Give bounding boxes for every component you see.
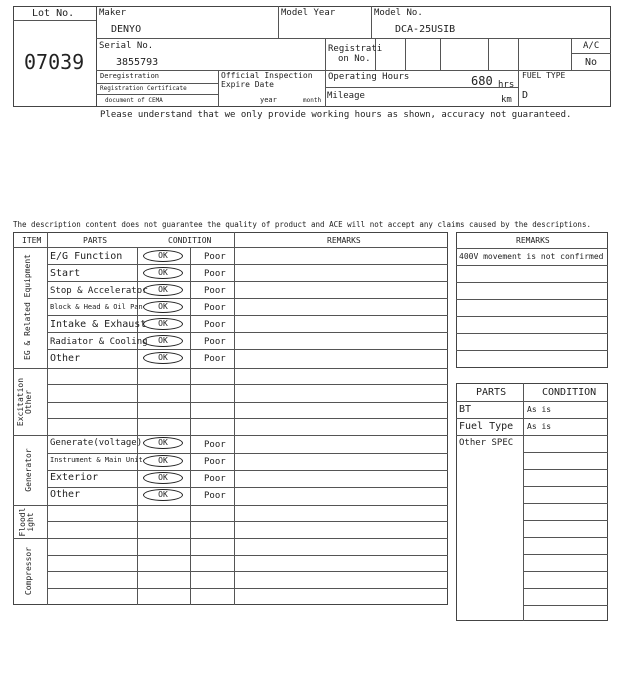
poor-label: Poor [204, 269, 226, 279]
model-year-label: Model Year [281, 8, 336, 18]
model-no-label: Model No. [374, 8, 423, 18]
maker-value: DENYO [111, 24, 142, 35]
ok-circle: OK [143, 335, 183, 347]
right-col-parts: PARTS [476, 387, 507, 398]
poor-label: Poor [204, 320, 226, 330]
ok-circle: OK [143, 284, 183, 296]
ok-circle: OK [143, 267, 183, 279]
model-no-value: DCA-25USIB [395, 24, 456, 35]
group-compressor: Compressor [24, 546, 33, 596]
part-label: Fuel Type [459, 421, 514, 432]
col-condition: CONDITION [168, 236, 212, 245]
right-col-condition: CONDITION [542, 387, 597, 398]
part-label: Other [50, 353, 81, 364]
lot-no-value: 07039 [24, 50, 85, 74]
maker-label: Maker [99, 8, 127, 18]
deregistration-label: Deregistration [100, 72, 160, 80]
col-parts: PARTS [83, 236, 108, 245]
ac-label: A/C [583, 41, 600, 51]
condition-value: As is [527, 405, 552, 414]
ok-circle: OK [143, 250, 183, 262]
official-inspection-label: Official Inspection [221, 71, 313, 80]
serial-no-value: 3855793 [116, 57, 159, 68]
registration-label-1: Registrati [328, 44, 383, 54]
part-label: Other [50, 489, 81, 500]
part-label: Start [50, 268, 81, 279]
poor-label: Poor [204, 457, 226, 467]
col-remarks: REMARKS [327, 236, 361, 245]
hrs-label: hrs [498, 80, 515, 90]
registration-certificate-label: Registration Certificate [100, 85, 187, 92]
part-label: Block & Head & Oil Pan [50, 303, 143, 311]
group-generator: Generator [24, 448, 33, 492]
poor-label: Poor [204, 286, 226, 296]
ac-value: No [585, 57, 598, 68]
right-remarks-title: REMARKS [516, 236, 550, 245]
km-label: km [501, 95, 512, 105]
part-label: Intake & Exhaust [50, 319, 147, 330]
part-label: Other SPEC [459, 438, 514, 448]
part-label: Exterior [50, 472, 99, 483]
ok-circle: OK [143, 489, 183, 501]
group-eg: EG & Related Equipment [23, 254, 32, 360]
remark-line-1: 400V movement is not confirmed [459, 252, 604, 261]
part-label: Instrument & Main Unit [50, 456, 143, 464]
ok-circle: OK [143, 301, 183, 313]
mileage-label: Mileage [327, 91, 365, 101]
lot-no-label: Lot No. [32, 8, 75, 19]
serial-no-label: Serial No. [99, 41, 154, 51]
part-label: Radiator & Cooling [50, 337, 148, 347]
expire-date-label: Expire Date [221, 80, 274, 89]
poor-label: Poor [204, 303, 226, 313]
poor-label: Poor [204, 491, 226, 501]
poor-label: Poor [204, 474, 226, 484]
ok-circle: OK [143, 352, 183, 364]
condition-value: As is [527, 422, 552, 431]
month-label: month [303, 97, 322, 104]
part-label: Stop & Accelerator [50, 286, 148, 296]
poor-label: Poor [204, 337, 226, 347]
col-item: ITEM [22, 236, 42, 245]
fuel-type-label: FUEL TYPE [522, 71, 566, 80]
poor-label: Poor [204, 440, 226, 450]
ok-circle: OK [143, 455, 183, 467]
operating-hours-label: Operating Hours [328, 72, 410, 82]
document-cema-label: document of CEMA [105, 97, 163, 104]
group-excitation: Excitation Other [16, 377, 34, 427]
ok-circle: OK [143, 318, 183, 330]
accuracy-notice: Please understand that we only provide working hours as shown, accuracy not guaranteed. [100, 110, 572, 120]
year-label: year [260, 96, 277, 104]
ok-circle: OK [143, 437, 183, 449]
disclaimer: The description content does not guarantee the quality of product and ACE will not accept any claims caused by the descriptions. [13, 220, 591, 229]
group-floodlight: Floodl ight [18, 507, 36, 537]
registration-label-2: on No. [338, 54, 371, 64]
poor-label: Poor [204, 354, 226, 364]
operating-hours-value: 680 [471, 74, 493, 88]
ok-circle: OK [143, 472, 183, 484]
part-label: Generate(voltage) [50, 438, 143, 448]
fuel-type-value: D [522, 90, 529, 101]
poor-label: Poor [204, 252, 226, 262]
part-label: E/G Function [50, 251, 123, 262]
part-label: BT [459, 404, 472, 415]
